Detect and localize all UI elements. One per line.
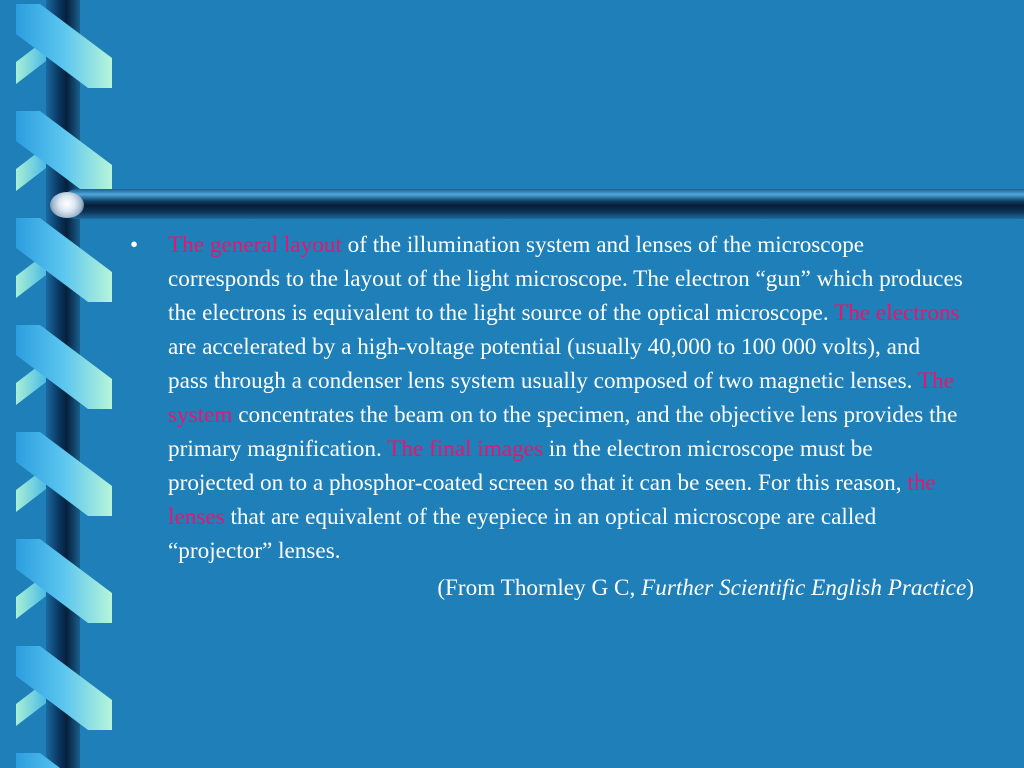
citation-suffix: ) [966,575,974,601]
bar-end-knob [50,192,84,218]
bullet-paragraph [168,228,963,568]
highlighted-phrase: The final images [387,436,543,462]
citation [125,571,974,605]
bullet-item [125,228,965,568]
citation-prefix: (From Thornley G C, [437,575,642,601]
paragraph-text: that are equivalent of the eyepiece in an optical microscope are called “projector” lenses. [168,504,877,564]
citation-title: Further Scientific English Practice [641,575,967,601]
horizontal-rule-bar [62,189,1024,219]
highlighted-phrase: The general layout [168,232,342,258]
bullet-marker: • [130,232,139,258]
slide-content [125,228,974,605]
spiral-decoration [0,0,115,768]
highlighted-phrase: The electrons [834,300,960,326]
paragraph-text: are accelerated by a high-voltage potential (usually 40,000 to 100 000 volts), and pass through a condenser lens system usually composed of two magnetic lenses. [168,334,921,394]
paragraph-text: concentrates the beam on to the specimen, and the objective lens provides the primary magnification. [168,402,958,462]
paragraph-text: in the electron microscope must be projected on to a phosphor-coated screen so that it can be seen. For this reason, [168,436,908,496]
highlighted-phrase: The system [168,368,954,428]
paragraph-text: of the illumination system and lenses of the microscope corresponds to the layout of the light microscope. The electron “gun” which produces the electrons is equivalent to the light source of the optical microscope. [168,232,963,326]
highlighted-phrase: the lenses [168,470,936,530]
